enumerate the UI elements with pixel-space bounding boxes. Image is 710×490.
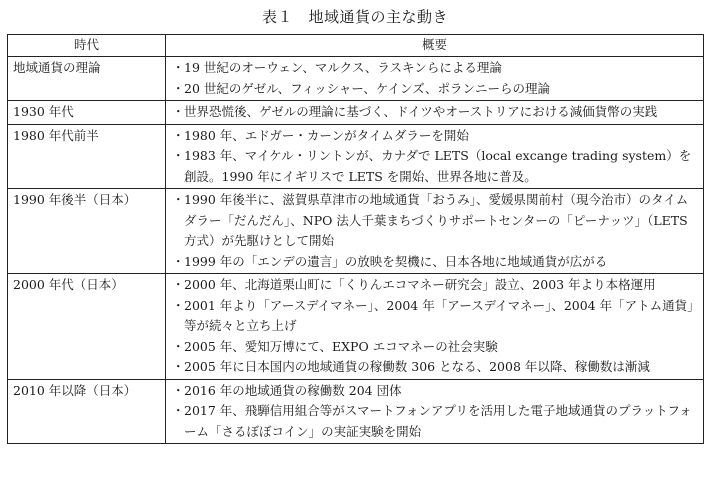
era-cell: 2010 年以降（日本） (8, 379, 166, 444)
summary-item (172, 190, 698, 252)
summary-cell (166, 379, 704, 444)
summary-cell (166, 101, 704, 125)
summary-item-text: 2001 年より「アースデイマネー」、2004 年「アースデイマネー」、2004 年「アトム通貨」等が続々と立ち上げ (184, 297, 694, 333)
table-header-row (8, 35, 704, 57)
bullet-mark: ・ (172, 104, 185, 119)
summary-item (172, 275, 698, 296)
era-cell: 1930 年代 (8, 101, 166, 125)
era-cell: 2000 年代（日本） (8, 274, 166, 380)
table-caption: 表１ 地域通貨の主な動き (261, 8, 448, 26)
era-cell: 1980 年代前半 (8, 124, 166, 189)
table-row (8, 124, 704, 189)
summary-item-text: 20 世紀のゲゼル、フィッシャー、ケインズ、ポランニーらの理論 (184, 80, 551, 96)
header-era: 時代 (8, 35, 166, 57)
bullet-mark: ・ (172, 148, 185, 163)
header-summary: 概要 (166, 35, 704, 57)
summary-item-text: 2016 年の地域通貨の稼働数 204 団体 (184, 382, 402, 398)
summary-cell (166, 274, 704, 380)
summary-item-text: 1983 年、マイケル・リントンが、カナダで LETS（local excange trading system）を創設。1990 年にイギリスで LETS を開始、世界各地に普及。 (184, 148, 692, 184)
table-row (8, 274, 704, 380)
summary-item-text: 世界恐慌後、ゲゼルの理論に基づく、ドイツやオーストリアにおける減価貨幣の実践 (184, 104, 658, 119)
summary-cell (166, 57, 704, 101)
bullet-mark: ・ (172, 359, 185, 374)
summary-item (172, 58, 698, 79)
bullet-mark: ・ (172, 192, 185, 207)
summary-item (172, 146, 698, 187)
bullet-mark: ・ (172, 382, 185, 398)
bullet-mark: ・ (172, 338, 185, 354)
summary-item (172, 357, 698, 378)
local-currency-table (7, 34, 704, 444)
summary-item (172, 126, 698, 147)
summary-item (172, 102, 698, 123)
summary-item (172, 401, 698, 442)
summary-item-text: 2005 年に日本国内の地域通貨の稼働数 306 となる、2008 年以降、稼働数は漸減 (184, 359, 650, 374)
table-row (8, 57, 704, 101)
summary-item-text: 2017 年、飛騨信用組合等がスマートフォンアプリを活用した電子地域通貨のプラットフォーム「さるぼぼコイン」の実証実験を開始 (184, 403, 692, 439)
summary-item (172, 337, 698, 358)
table-row (8, 189, 704, 274)
bullet-mark: ・ (172, 297, 185, 313)
bullet-mark: ・ (172, 403, 185, 418)
summary-item-text: 2005 年、愛知万博にて、EXPO エコマネーの社会実験 (184, 338, 498, 354)
bullet-mark: ・ (172, 253, 185, 269)
summary-item (172, 252, 698, 273)
bullet-mark: ・ (172, 277, 185, 292)
bullet-mark: ・ (172, 80, 185, 96)
summary-cell (166, 124, 704, 189)
table-body (8, 57, 704, 444)
summary-item-text: 1990 年後半に、滋賀県草津市の地域通貨「おうみ」、愛媛県関前村（現今治市）のタイムダラー「だんだん」、NPO 法人千葉まちづくりサポートセンターの「ピーナッツ」（LETS 方式）が先駆けとして開始 (184, 192, 689, 248)
summary-item (172, 296, 698, 337)
summary-cell (166, 189, 704, 274)
era-cell: 1990 年後半（日本） (8, 189, 166, 274)
summary-item-text: 1980 年、エドガー・カーンがタイムダラーを開始 (184, 127, 469, 143)
bullet-mark: ・ (172, 127, 185, 143)
table-row (8, 101, 704, 125)
bullet-mark: ・ (172, 60, 185, 75)
summary-item (172, 79, 698, 100)
summary-item-text: 19 世紀のオーウェン、マルクス、ラスキンらによる理論 (184, 60, 502, 75)
table-row (8, 379, 704, 444)
summary-item-text: 2000 年、北海道栗山町に「くりんエコマネー研究会」設立、2003 年より本格運用 (184, 277, 656, 292)
summary-item (172, 381, 698, 402)
era-cell: 地域通貨の理論 (8, 57, 166, 101)
summary-item-text: 1999 年の「エンデの遺言」の放映を契機に、日本各地に地域通貨が広がる (184, 253, 608, 269)
